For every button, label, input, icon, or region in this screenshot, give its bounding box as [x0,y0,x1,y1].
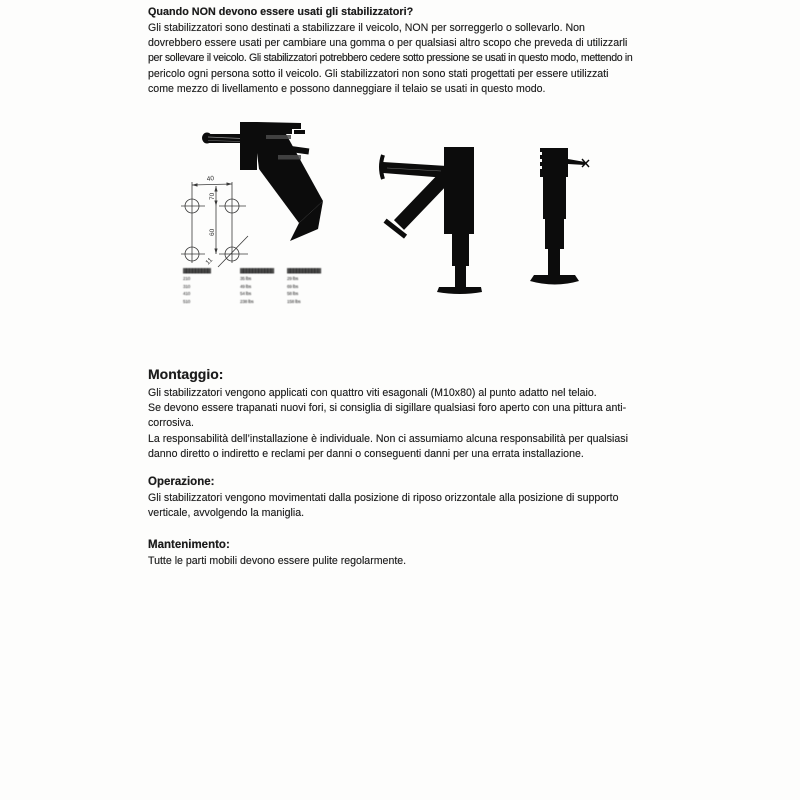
text-line: Gli stabilizzatori vengono movimentati dalla posizione di riposo orizzontale alla posizione di supporto [148,492,619,504]
operazione-heading: Operazione: [148,476,215,488]
text-line: Se devono essere trapanati nuovi fori, si consiglia di sigillare qualsiasi foro aperto con una pittura anti- [148,402,627,415]
dim-width-label: 40 [206,175,215,183]
text-line: corrosiva. [148,417,194,430]
dim-lower-label: 60 [209,228,216,236]
spec-header: ▓▓▓▓▓▓▓▓▓▓▓ [240,268,274,274]
spec-cell: 210 [183,276,191,281]
callout-smudge [266,135,291,139]
operazione-paragraph [148,491,619,521]
figure-stabilizer-extended [528,147,592,287]
spec-cell: 410 [183,291,191,297]
callout-smudge [278,155,301,160]
montaggio-heading: Montaggio: [148,366,224,382]
intro-paragraph [148,21,632,97]
montaggio-paragraph [148,386,628,462]
spec-cell: 29 lbs [287,276,299,281]
text-line: pericolo ogni persona sotto il veicolo. Gli stabilizzatori non sono stati progettati per essere utilizzati [148,67,609,80]
mantenimento-paragraph [148,554,406,569]
spec-header: ▓▓▓▓▓▓▓▓▓ [183,268,211,274]
dim-upper-label: 70 [209,192,216,200]
spec-cell: 54 lbs [240,291,252,297]
text-line: per sollevare il veicolo. Gli stabilizzatori potrebbero cedere sotto pressione se usati in questo modo, mettendo in [148,52,633,65]
dim-hole-label: 11 [204,256,215,267]
text-line: dovrebbero essere usati per cambiare una gomma o per qualsiasi altro scopo che preveda di utilizzarli [148,37,628,50]
text-line: Tutte le parti mobili devono essere pulite regolarmente. [148,555,407,567]
mantenimento-heading: Mantenimento: [148,539,230,551]
spec-cell: 510 [183,299,191,305]
spec-cell: 310 [183,283,191,289]
spec-cell: 35 lbs [240,276,252,281]
spec-header: ▓▓▓▓▓▓▓▓▓▓▓ [287,268,321,274]
spec-cell: 58 lbs [287,291,299,297]
spec-table [183,268,339,306]
text-line: La responsabilità dell’installazione è individuale. Non ci assumiamo alcuna responsabilità per qualsiasi [148,432,628,445]
spec-cell: 49 lbs [240,283,252,289]
text-line: verticale, avvolgendo la maniglia. [148,507,305,520]
text-line: come mezzo di livellamento e possono danneggiare il telaio se usati in questo modo. [148,82,546,95]
spec-cell: 158 lbs [287,299,301,305]
text-line: danno diretto o indiretto e reclami per danni o conseguenti danni per una errata installazione. [148,447,584,460]
intro-heading: Quando NON devono essere usati gli stabilizzatori? [148,6,414,18]
text-line: Gli stabilizzatori sono destinati a stabilizzare il veicolo, NON per sorreggerlo o sollevarlo. Non [148,22,585,34]
spec-cell: 238 lbs [240,299,254,305]
figure-stabilizer-mid-deployment [377,143,482,295]
spec-cell: 69 lbs [287,283,299,289]
figure-dimension-drawing [178,170,254,268]
text-line: Gli stabilizzatori vengono applicati con quattro viti esagonali (M10x80) al punto adatto nel telaio. [148,387,597,399]
